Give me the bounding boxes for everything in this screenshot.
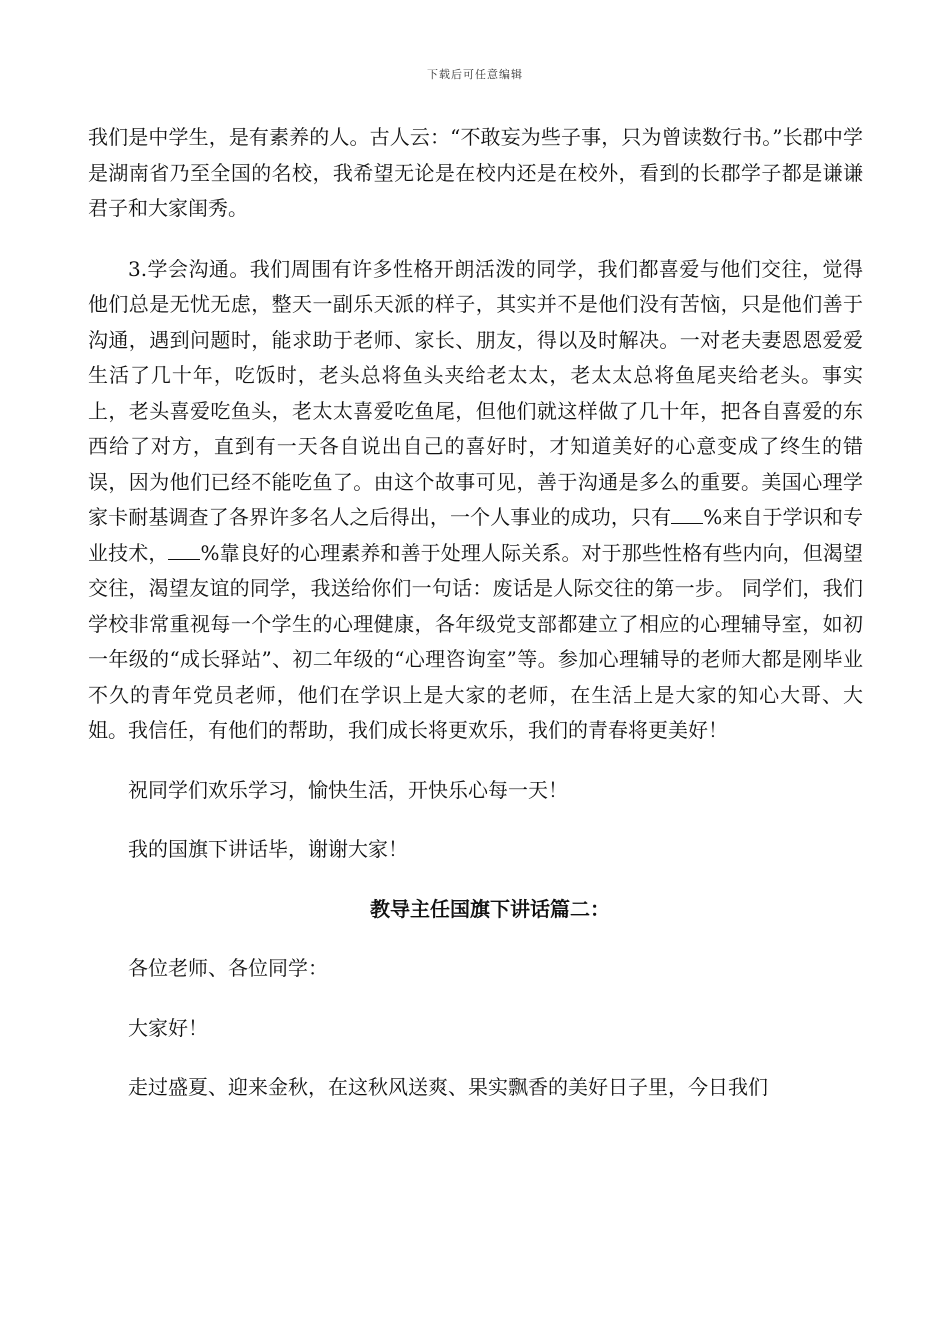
paragraph-communication [88, 252, 863, 749]
paragraph-opening: 走过盛夏、迎来金秋，在这秋风送爽、果实飘香的美好日子里，今日我们 [128, 1075, 768, 1099]
page-header-note: 下载后可任意编辑 [427, 68, 523, 81]
paragraph-communication-part2: %来自于学识和专业技术， [88, 505, 863, 565]
paragraph-communication-part3: %靠良好的心理素养和善于处理人际关系。对于那些性格有些内向，但渴望交往，渴望友谊的同学，我送给你们一句话：废话是人际交往的第一步。 同学们，我们学校非常重视每一个学生的心理健康，各年级党支部都建立了相应的心理辅导室，如初一年级的“成长驿站”、初二年级的“心理咨询室”等。参加心理辅导的老师大都是刚毕业不久的青年党员老师，他们在学识上是大家的老师，在生活上是大家的知心大哥、大姐。我信任，有他们的帮助，我们成长将更欢乐，我们的青春将更美好！ [88, 540, 863, 742]
paragraph-closing: 我的国旗下讲话毕，谢谢大家！ [128, 837, 408, 861]
paragraph-salutation: 各位老师、各位同学： [128, 956, 328, 980]
paragraph-greeting: 大家好！ [128, 1015, 208, 1040]
paragraph-classic-quote: 我们是中学生，是有素养的人。古人云：“不敢妄为些子事，只为曾读数行书。”长郡中学是湖南省乃至全国的名校，我希望无论是在校内还是在校外，看到的长郡学子都是谦谦君子和大家闺秀。 [88, 125, 863, 220]
fill-blank-2 [168, 541, 200, 560]
document-body [88, 120, 863, 1130]
fill-blank-1 [671, 505, 703, 524]
paragraph-communication-part1: 3.学会沟通。我们周围有许多性格开朗活泼的同学，我们都喜爱与他们交往，觉得他们总是无忧无虑，整天一副乐天派的样子，其实并不是他们没有苦恼，只是他们善于沟通，遇到问题时，能求助于老师、家长、朋友，得以及时解决。一对老夫妻恩恩爱爱生活了几十年，吃饭时，老头总将鱼头夹给老太太，老太太总将鱼尾夹给老头。事实上，老头喜爱吃鱼头，老太太喜爱吃鱼尾，但他们就这样做了几十年，把各自喜爱的东西给了对方，直到有一天各自说出自己的喜好时，才知道美好的心意变成了终生的错误，因为他们已经不能吃鱼了。由这个故事可见，善于沟通是多么的重要。美国心理学家卡耐基调查了各界许多名人之后得出，一个人事业的成功，只有 [88, 256, 863, 529]
paragraph-wishes: 祝同学们欢乐学习，愉快生活，开快乐心每一天！ [128, 777, 568, 802]
section-heading: 教导主任国旗下讲话篇二： [370, 896, 610, 921]
